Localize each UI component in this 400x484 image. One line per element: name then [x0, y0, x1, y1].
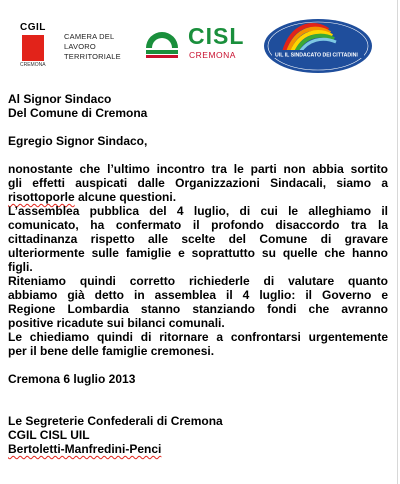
cgil-logo-word: CGIL: [20, 22, 46, 33]
signature-line: Le Segreterie Confederali di Cremona: [8, 414, 223, 428]
signature-line: CGIL CISL UIL: [8, 428, 90, 442]
recipient-line: Al Signor Sindaco: [8, 92, 112, 106]
paragraph-line: Regione Lombardia stanno stanziando fondi che avranno: [8, 302, 388, 316]
recipient-line: Del Comune di Cremona: [8, 106, 148, 120]
cisl-logo: [142, 22, 252, 68]
paragraph-line: nonostante che l’ultimo incontro tra le parti non abbia sortito: [8, 162, 388, 176]
cgil-logo: [20, 22, 135, 70]
paragraph-line: per il bene delle famiglie cremonesi.: [8, 344, 215, 358]
paragraph-line: [8, 190, 388, 204]
letter-date: Cremona 6 luglio 2013: [8, 372, 136, 386]
cisl-logo-city: CREMONA: [189, 50, 236, 60]
cgil-name-line: LAVORO: [64, 42, 96, 51]
cgil-mark-icon: [20, 22, 46, 68]
paragraph-line: abbiamo già detto in assemblea il 4 luglio: il Governo e: [8, 288, 388, 302]
cgil-camera-del-lavoro: [64, 32, 121, 62]
paragraph-text: alcune questioni.: [74, 190, 177, 204]
paragraph-line: positive ricadute sui bilanci comunali.: [8, 316, 225, 330]
letter-body: [8, 92, 388, 456]
svg-text:UIL IL SINDACATO DEI CITTADIN: UIL IL SINDACATO DEI CITTADINI: [275, 52, 358, 59]
cgil-name-line: CAMERA DEL: [64, 32, 115, 41]
paragraph-line: cittadinanza rispetto alle scelte del Comune di gravare: [8, 232, 388, 246]
paragraph-line: L’assemblea pubblica del 4 luglio, di cui le alleghiamo il: [8, 204, 388, 218]
paragraph-line: comunicato, ha confermato il profondo disaccordo tra la: [8, 218, 388, 232]
signature-names: Bertoletti-Manfredini-Penci: [8, 442, 162, 456]
cgil-red-flag-icon: [22, 35, 44, 61]
paragraph-line: ulteriormente sulle famiglie e soprattutto su quelle che hanno: [8, 246, 388, 260]
cgil-name-line: TERRITORIALE: [64, 52, 121, 61]
uil-logo-icon: [262, 18, 374, 74]
paragraph-line: figli.: [8, 260, 33, 274]
cgil-logo-city: CREMONA: [20, 62, 46, 68]
paragraph-line: Le chiediamo quindi di ritornare a confrontarsi urgentemente: [8, 330, 388, 344]
paragraph-line: gli effetti auspicati dalle Organizzazioni Sindacali, siamo a: [8, 176, 388, 190]
paragraph-line: Riteniamo quindi corretto richiederle di valutare quanto: [8, 274, 388, 288]
cisl-emblem-icon: [142, 22, 182, 60]
spellcheck-word: risottoporle: [8, 190, 75, 204]
salutation: Egregio Signor Sindaco,: [8, 134, 148, 148]
cisl-logo-word: CISL: [188, 23, 245, 49]
